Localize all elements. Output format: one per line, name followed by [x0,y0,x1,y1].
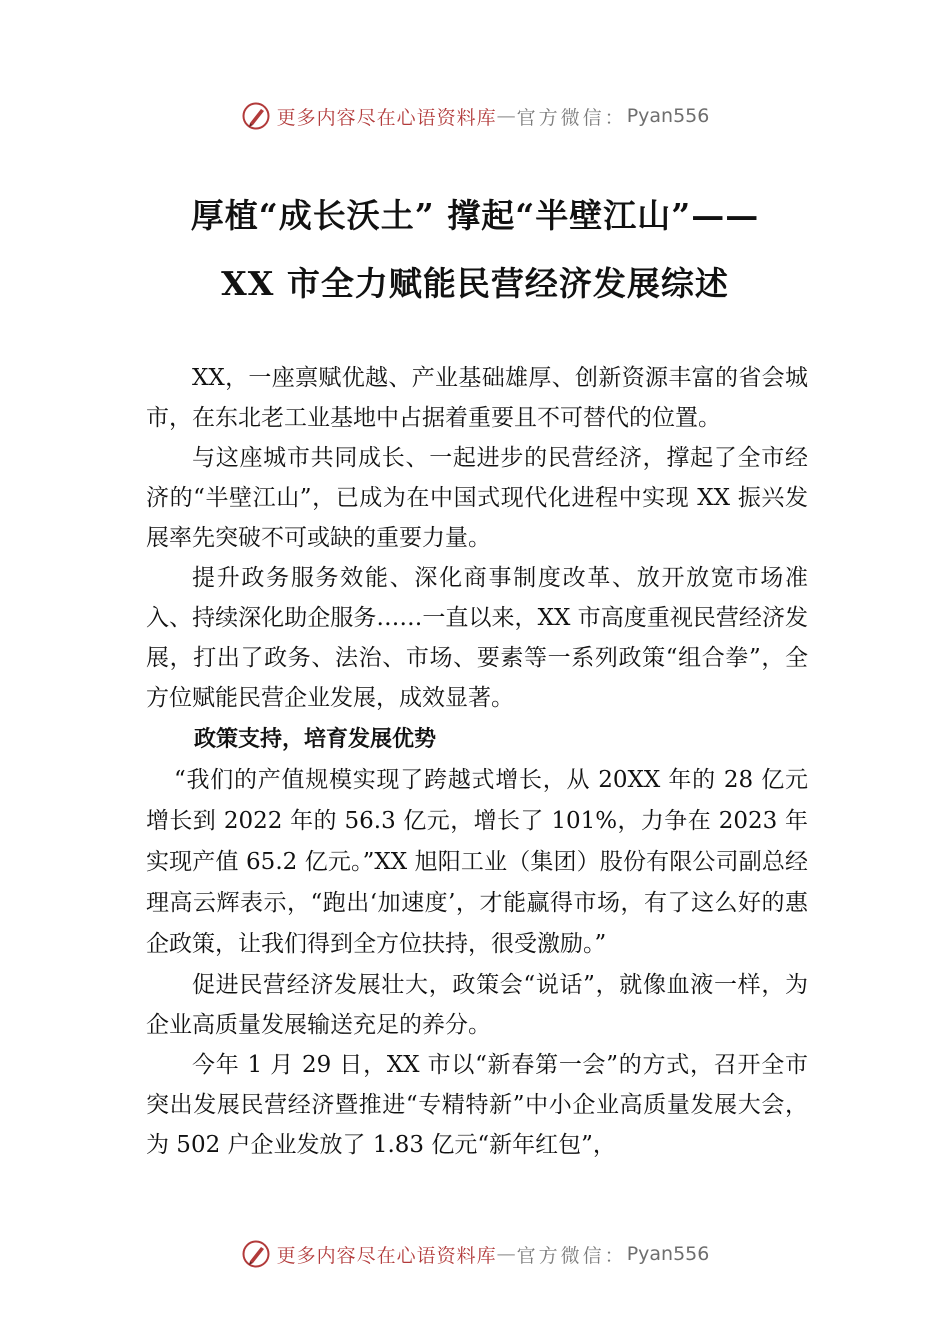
banner-wechat-id: Pyan556 [626,105,710,127]
banner-dash: — [496,1243,517,1265]
footer-banner [0,1234,950,1274]
article-body [146,358,808,1165]
paragraph-policy-blood: 促进民营经济发展壮大，政策会“说话”，就像血液一样，为企业高质量发展输送充足的养分。 [146,972,808,1038]
banner-wechat-id: Pyan556 [626,1243,710,1265]
banner-wechat-label: 官方微信： [516,1244,627,1267]
header-banner [0,96,950,136]
section-heading: 政策支持，培育发展优势 [194,727,437,752]
paragraph-conference: 今年 1 月 29 日，XX 市以“新春第一会”的方式，召开全市突出发展民营经济暨推进“专精特新”中小企业高质量发展大会，为 502 户企业发放了 1.83 亿元“新年红包”， [146,1052,808,1158]
paragraph-intro: XX，一座禀赋优越、产业基础雄厚、创新资源丰富的省会城市，在东北老工业基地中占据着重要且不可替代的位置。 [146,365,808,431]
paragraph-policy-measures: 提升政务服务效能、深化商事制度改革、放开放宽市场准入、持续深化助企服务……一直以来，XX 市高度重视民营经济发展，打出了政务、法治、市场、要素等一系列政策“组合拳”，全方位赋能民营企业发展，成效显著。 [146,565,808,711]
banner-label: 更多内容尽在心语资料库 [276,1244,497,1267]
article-title-line-2: XX 市全力赋能民营经济发展综述 [221,264,729,303]
banner-label: 更多内容尽在心语资料库 [276,106,497,129]
banner-dash: — [496,105,517,127]
article-title-line-1: 厚植“成长沃土” 撑起“半壁江山”—— [190,196,760,235]
pen-logo-icon [241,1239,271,1269]
banner-wechat-label: 官方微信： [516,106,627,129]
paragraph-private-economy: 与这座城市共同成长、一起进步的民营经济，撑起了全市经济的“半壁江山”，已成为在中国式现代化进程中实现 XX 振兴发展率先突破不可或缺的重要力量。 [146,445,808,551]
paragraph-quote: “我们的产值规模实现了跨越式增长，从 20XX 年的 28 亿元增长到 2022 年的 56.3 亿元，增长了 101%，力争在 2023 年实现产值 65.2 亿元。”XX 旭阳工业（集团）股份有限公司副总经理高云辉表示，“跑出‘加速度’，才能赢得市场，有了这么好的惠企政策，让我们得到全方位扶持，很受激励。” [146,767,808,957]
pen-logo-icon [241,101,271,131]
